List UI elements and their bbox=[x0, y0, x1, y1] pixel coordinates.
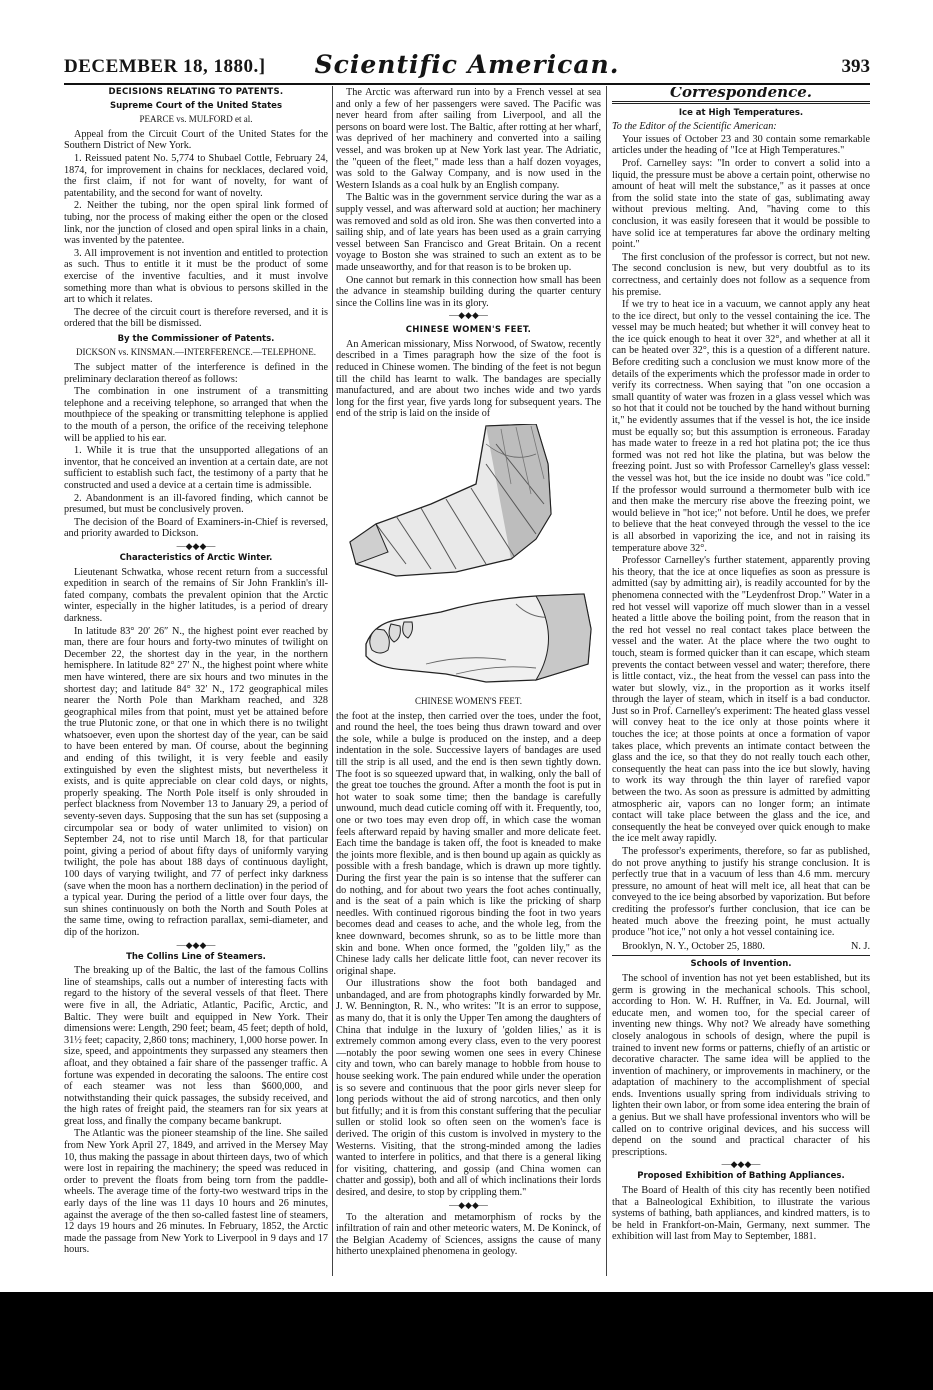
signature-line bbox=[622, 941, 870, 953]
paragraph: The decree of the circuit court is therefore reversed, and it is ordered that the bill be dismissed. bbox=[64, 306, 328, 330]
paragraph: The first conclusion of the professor is correct, but not new. The second conclusion is new, but very doubtful as to its correctness, and certainly does not follow as a sequence from his premise. bbox=[612, 251, 870, 298]
ornament-divider: —◆◆◆— bbox=[449, 1199, 488, 1210]
heading-bathing-exhibition: Proposed Exhibition of Bathing Appliances. bbox=[637, 1171, 845, 1182]
paragraph: 2. Abandonment is an ill-favored finding, which cannot be presumed, but must be conclusively proven. bbox=[64, 492, 328, 516]
paragraph: The Board of Health of this city has recently been notified that a Balneological Exhibition, to illustrate the various systems of bathing, bath appliances, and kindred matters, is to be held in Frankfort-on-Main, Germany, next summer. The exhibition will last from May to September, 1881. bbox=[612, 1185, 870, 1243]
paragraph: The Baltic was in the government service during the war as a supply vessel, and was afterward sold at auction; her machinery was removed and sold as old iron. She was then converted into a sailing ship, and of late years has been used as a grain carrying vessel between San Francisco and Great Britain. On a recent voyage to Boston she was strained to such an extent as to be made unseaworthy, and for that reason is to be broken up. bbox=[336, 192, 601, 273]
paragraph: The subject matter of the interference is defined in the preliminary declaration thereof as follows: bbox=[64, 362, 328, 385]
illustration-feet bbox=[336, 424, 601, 694]
column-2 bbox=[336, 87, 601, 1277]
column-divider bbox=[606, 86, 607, 1276]
paragraph: Professor Carnelley's further statement, apparently proving his theory, that the ice at once liquefies as soon as pressure is admitted (say by admitting air), is readily accounted for by the phenomena connected with the "Leydenfrost Drop." Water in a red hot vessel will vaporize off much slower than in a vessel heated a little above the boiling point, from the reason that in the red hot vessel no real contact takes place between the vessel and the water. At the place where the two ought to touch, steam is formed quicker than it can escape, which steam prevents the contact between vessel and water; therefore, there is little contact, viz., the heat from the vessel can pass into the water but slowly, viz., in the proportion as it works itself through the layer of steam, which in itself is a bad conductor. Just so in Prof. Carnelley's experiment: The heated glass vessel will convey heat to the ice only at those points where it touches the ice; at those points at once a formation of vapor takes place, which prevents an intimate contact between the glass and the ice, so that they do not really touch each other, consequently the heat can pass into the ice but slowly, having to work its way through the thin layer of rarefied vapor between the two. As soon as pressure is admitted by admitting atmospheric air, vapors can no longer form; an intimate contact will take place between the glass and the ice, and consequently the heat be conveyed over quick enough to make the ice melt away rapidly. bbox=[612, 555, 870, 845]
paragraph: Lieutenant Schwatka, whose recent return from a successful expedition in search of the remains of Sir John Franklin's ill-fated company, combats the prevalent opinion that the Arctic winter, especially in the higher latitudes, is a period of dreary darkness. bbox=[64, 566, 328, 624]
ornament-divider: —◆◆◆— bbox=[176, 939, 216, 950]
paragraph: The Arctic was afterward run into by a French vessel at sea and only a few of her passengers were saved. The Pacific was never heard from after sailing from Liverpool, and all the persons on board were lost. The Baltic, after rotting at her wharf, was deprived of her machinery and converted into a sailing vessel, and was broken up at New York last year. The Adriatic, the "queen of the fleet," made less than a half dozen voyages, was sold to the Galway Company, and is now used in the Western Islands as a coal hulk by an English company. bbox=[336, 87, 601, 191]
masthead-title: Scientific American. bbox=[314, 50, 620, 79]
salutation: To the Editor of the Scientific American: bbox=[612, 121, 777, 133]
case-name: DICKSON vs. KINSMAN.—INTERFERENCE.—TELEPHONE. bbox=[76, 347, 316, 358]
paragraph: 3. All improvement is not invention and entitled to protection as such. Thus to entitle it it must be the product of some exercise of the inventive faculties, and it must involve something more than what is obvious to persons skilled in the art to which it relates. bbox=[64, 247, 328, 306]
signature-initials: N. J. bbox=[851, 940, 870, 952]
paragraph: 2. Neither the tubing, nor the open spiral link formed of tubing, nor the process of making either the open or the closed link, nor the junction of closed and open spiral links in a chain, was invented by the patentee. bbox=[64, 200, 328, 247]
paragraph: Appeal from the Circuit Court of the United States for the Southern District of New York. bbox=[64, 128, 328, 152]
paragraph: In latitude 83° 20′ 26″ N., the highest point ever reached by man, there are four hours and forty-two minutes of twilight on December 22, the shortest day in the year, in the northern hemisphere. In latitude 82° 27′ N., the highest point where white men have wintered, there are six hours and two minutes in the shortest day; and latitude 84° 32′ N., 172 geographical miles nearer the North Pole than Markham reached, and 328 geographical miles from that point, must yet be attained before the true Plutonic zone, or that one in which there is no twilight whatsoever, even upon the shortest day of the year, can be said to have been entered by man. Of course, about the beginning and ending of this twilight, it is very feeble and easily extinguished by even the slightest mists, but nevertheless it exists, and is quite appreciable on clear cold days, or nights, properly speaking. The North Pole itself is only shrouded in perfect blackness from November 13 to January 29, a period of seventy-seven days. Supposing that the sun has set (supposing a circumpolar sea or body of water unlimited to vision) on September 24, not to rise until March 18, for that particular point, giving a period of about fifty days of uniformly varying twilight, the pole has about 188 days of continuous daylight, 100 days of varying twilight, and 77 of perfect inky darkness (save when the moon has a northern declination) in the period of a typical year. During the period of a little over four days, the sun shines continuously on both the North and South Poles at the same time, owing to refraction parallax, semi-diameter, and dip of the horizon. bbox=[64, 625, 328, 938]
heading-decisions: DECISIONS RELATING TO PATENTS. bbox=[108, 87, 284, 97]
paragraph: An American missionary, Miss Norwood, of Swatow, recently described in a Times paragraph how the size of the foot is reduced in Chinese women. The binding of the feet is not begun till the child has learnt to walk. The bandages are specially manufactured, and are about two inches wide and two yards long for the first year, five yards long for subsequent years. The end of the strip is laid on the inside of bbox=[336, 338, 601, 420]
paragraph: The Atlantic was the pioneer steamship of the line. She sailed from New York April 27, 1849, and arrived in the Mersey May 10, thus making the passage in about thirteen days, two of which were lost in repairing the machinery; the speed was reduced in order to prevent the floats from being torn from the paddle-wheels. The average time of the forty-two westward trips in the early days of the line was 11 days 10 hours and 26 minutes, against the average of the then so-called fastest line of steamers, 12 days 19 hours and 26 minutes. In February, 1852, the Arctic made the passage from New York to Liverpool in 9 days and 17 hours. bbox=[64, 1128, 328, 1256]
double-rule bbox=[612, 101, 870, 104]
heading-arctic-winter: Characteristics of Arctic Winter. bbox=[119, 552, 273, 563]
illustration-caption: CHINESE WOMEN'S FEET. bbox=[414, 696, 523, 707]
paragraph: 1. Reissued patent No. 5,774 to Shubael Cottle, February 24, 1874, for improvement in chains for necklaces, declared void, the first claim, if not for want of novelty, for want of patentability, and the second for want of novelty. bbox=[64, 152, 328, 199]
bandaged-foot-illustration bbox=[350, 424, 551, 576]
column-1 bbox=[64, 87, 328, 1272]
column-divider bbox=[332, 86, 333, 1276]
paragraph: Our illustrations show the foot both bandaged and unbandaged, and are from photographs kindly forwarded by Mr. J. W. Bennington, R. N., who writes: "It is an error to suppose, as many do, that it is only the Upper Ten among the daughters of China that indulge in the luxury of 'golden lilies,' as it is extremely common among every class, even to the very poorest—notably the poor sewing women one sees in every Chinese city and town, who can barely manage to hobble from house to house seeking work. The pain endured while under the operation is so severe and continuous that the poor girls never sleep for long periods without the aid of strong narcotics, and then only but fitfully; and it is from this constant suffering that the peculiar sullen or stolid look so often seen on the women's face is derived. The origin of this custom is involved in mystery to the Westerns. Visiting, that the strong-minded among the ladies wanted to interfere in politics, and that there is a general liking for visiting, chattering, and gossip (and China women can chatter and gossip), both and all of which inclinations their lords desired, and desire, to stop by crippling them." bbox=[336, 978, 601, 1198]
case-name: PEARCE vs. MULFORD et al. bbox=[139, 114, 253, 125]
subheading-supreme-court: Supreme Court of the United States bbox=[109, 100, 283, 111]
heading-chinese-feet: CHINESE WOMEN'S FEET. bbox=[405, 325, 532, 336]
paragraph: The professor's experiments, therefore, so far as published, do not prove anything to justify his strange conclusion. It is perfectly true that in a vacuum of less than 4.6 mm. mercury pressure, no amount of heat will melt ice, all heat that can be conveyed to the ice being absorbed by vaporization. But before crediting the professor's further conclusion, that ice can be heated much above the freezing point, he must actually produce "hot ice," not only a hot vessel containing ice. bbox=[612, 846, 870, 939]
paragraph: 1. While it is true that the unsupported allegations of an inventor, that he conceived an invention at a certain date, are not sufficient to establish such fact, the testimony of a party that he constructed and used a device at a certain time is admissible. bbox=[64, 445, 328, 491]
paragraph: To the alteration and metamorphism of rocks by the infiltration of rain and other meteoric waters, M. De Koninck, of the Belgian Academy of Sciences, assigns the cause of many hitherto unexplained phenomena in geology. bbox=[336, 1211, 601, 1258]
paragraph: The breaking up of the Baltic, the last of the famous Collins line of steamships, calls out a number of interesting facts with regard to the history of the several vessels of that fleet. There were five in all, the Adriatic, Atlantic, Pacific, Arctic, and Baltic. They were built and equipped in New York. Their dimensions were: Length, 290 feet; beam, 45 feet; depth of hold, 31½ feet; capacity, 2,860 tons; machinery, 1,000 horse power. In size, speed, and appointments they surpassed any steamers then afloat, and they obtained a fair share of the passenger traffic. A fortune was expended in decorating the saloons. The entire cost of each steamer was not less than $600,000, and notwithstanding their quick passages, the subsidy received, and the high rates of freight paid, the steamers ran for six years at great loss, and finally the company became bankrupt. bbox=[64, 965, 328, 1127]
paragraph: One cannot but remark in this connection how small has been the advance in steamship building during the quarter century since the Collins line was in its glory. bbox=[336, 274, 601, 309]
page-header bbox=[64, 50, 870, 84]
signature-place-date: Brooklyn, N. Y., October 25, 1880. bbox=[622, 940, 765, 952]
paragraph: the foot at the instep, then carried over the toes, under the foot, and round the heel, the toes being thus drawn toward and over the sole, while a bulge is produced on the instep, and a deep indentation in the sole. Successive layers of bandages are used till the strip is all used, and the end is then sewn tightly down. The foot is so squeezed upward that, in walking, only the ball of the great toe touches the ground. After a month the foot is put in hot water to soak some time; then the bandage is carefully unwound, much dead cuticle coming off with it. Frequently, too, one or two toes may even drop off, in which case the woman feels afterward repaid by having smaller and more delicate feet. Each time the bandage is taken off, the foot is kneaded to make the joints more flexible, and is then bound up again as quickly as possible with a fresh bandage, which is drawn up more tightly. During the first year the pain is so intense that the sufferer can do nothing, and for about two years the foot aches continually, and is the seat of a pain which is like the pricking of sharp needles. With continued rigorous binding the foot in two years becomes dead and ceases to ache, and the whole leg, from the knee downward, becomes shrunk, so as to be little more than skin and bone. When once formed, the "golden lily," as the Chinese lady calls her delicate little foot, can never recover its original shape. bbox=[336, 710, 601, 977]
section-rule bbox=[612, 955, 870, 956]
correspondence-heading: Correspondence. bbox=[670, 87, 812, 101]
paragraph: The school of invention has not yet been established, but its germ is growing in the mechanical schools. This school, according to Hon. W. H. Ruffner, in Va. Ed. Journal, will educate men, and women too, for the special career of inventing new things. Why not? We already have something closely analogous in schools of design, where the pupil is trained to invent new forms or patterns, chiefly of an artistic or decorative character. The same idea will be applied to the invention of machinery, or improvements in machinery, or the adaptation of machinery to the accomplishment of special ends. Inventions usually spring from individuals striving to lighten their own labor, or from some idea entering the brain of a genius. But we shall have professional inventors who will be called on to contrive original devices, and his success will depend on the sound and practical character of his prescriptions. bbox=[612, 972, 870, 1158]
ornament-divider: —◆◆◆— bbox=[176, 540, 216, 551]
heading-ice-high-temperatures: Ice at High Temperatures. bbox=[678, 107, 804, 118]
ornament-divider: —◆◆◆— bbox=[449, 310, 488, 321]
subheading-commissioner: By the Commissioner of Patents. bbox=[117, 333, 275, 344]
header-rule bbox=[64, 83, 870, 85]
unbandaged-foot-illustration bbox=[366, 594, 591, 682]
paragraph: The combination in one instrument of a transmitting telephone and a receiving telephone, so arranged that when the mouthpiece of the speaking or transmitting telephone is applied to the mouth of a person, the orifice of the receiving telephone will be applied to his ear. bbox=[64, 386, 328, 444]
bound-feet-engraving bbox=[336, 424, 601, 694]
heading-schools-of-invention: Schools of Invention. bbox=[690, 959, 792, 970]
ornament-divider: —◆◆◆— bbox=[721, 1159, 761, 1170]
paragraph: Prof. Carnelley says: "In order to convert a solid into a liquid, the pressure must be above a certain point, otherwise no amount of heat will melt the substance," as it passes at once from the solid state into the state of gas, sublimating away without previous melting. And, "having come to this conclusion, it was easily foreseen that it would be possible to have solid ice at temperatures far above the ordinary melting point." bbox=[612, 157, 870, 251]
header-date: DECEMBER 18, 1880.] bbox=[64, 56, 266, 77]
paragraph: If we try to heat ice in a vacuum, we cannot apply any heat to the ice direct, but only to the vessel containing the ice. The vessel may be much heated; but whether it will convey heat to the ice quick enough to heat it over 32°, and whether at all it can be heated over 32°, this is a question of a different nature. Before crediting such a conclusion we must know more of the details of the experiments which the professor made in order to verify its correctness. When saying that "on one occasion a small quantity of water was frozen in a glass vessel which was so hot that it could not be touched by the hand without burning it," he evidently assumes that if the vessel is hot, the ice inside must be equally so; but this assumption is erroneous. Faraday has made water to freeze in a red hot platina pot; the ice thus formed was not red hot like the platina, but was below the freezing point. Just so with Professor Carnelley's glass vessel: the vessel was hot, but the ice inside no doubt was "ice cold." If the professor would surround a thermometer bulb with ice and then make the mercury rise above the freezing point, we would believe in "hot ice;" not before. Until he does, we prefer to believe that the heat conveyed through the vessel to the ice is all absorbed in vaporizing the ice, and not in raising its temperature above 32°. bbox=[612, 299, 870, 554]
paragraph: Your issues of October 23 and 30 contain some remarkable articles under the heading of "Ice at High Temperatures." bbox=[612, 133, 870, 157]
column-3 bbox=[612, 87, 870, 1272]
page-number: 393 bbox=[841, 56, 870, 77]
heading-collins-line: The Collins Line of Steamers. bbox=[126, 951, 266, 962]
paragraph: The decision of the Board of Examiners-in-Chief is reversed, and priority awarded to Dickson. bbox=[64, 516, 328, 540]
